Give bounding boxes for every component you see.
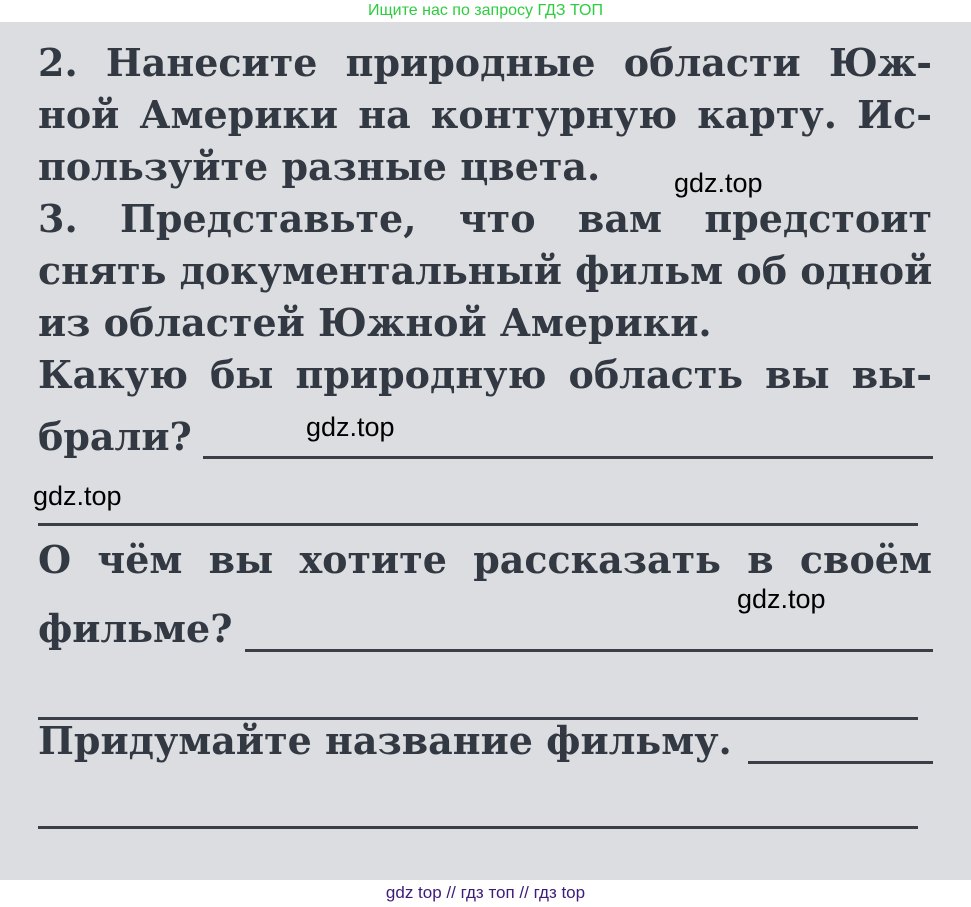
watermark-2: gdz.top — [306, 412, 395, 442]
watermark-4: gdz.top — [737, 584, 826, 614]
task3-line6: О чём вы хотите рассказать в своём — [38, 537, 932, 582]
task3-line7: фильме? — [38, 606, 233, 651]
answer-line-1[interactable] — [203, 456, 933, 459]
task3-line1: 3. Представьте, что вам предстоит — [38, 196, 932, 241]
task2-line3: пользуйте разные цвета. — [38, 144, 601, 189]
footer-links[interactable]: gdz top // гдз топ // гдз top — [385, 883, 586, 902]
task2-line2: ной Америки на контурную карту. Ис- — [38, 92, 932, 137]
answer-line-3[interactable] — [245, 649, 933, 652]
top-banner — [0, 0, 971, 22]
bottom-banner — [0, 880, 971, 907]
task3-line4: Какую бы природную область вы вы- — [38, 352, 932, 397]
answer-line-2[interactable] — [38, 523, 918, 526]
search-hint-link[interactable]: Ищите нас по запросу ГДЗ ТОП — [368, 2, 603, 19]
textbook-page — [0, 22, 971, 880]
task3-line3: из областей Южной Америки. — [38, 300, 712, 345]
task2-line1: 2. Нанесите природные области Юж- — [38, 40, 932, 85]
task3-line5: брали? — [38, 414, 192, 459]
watermark-3: gdz.top — [33, 481, 122, 511]
task3-line8: Придумайте название фильму. — [38, 718, 732, 763]
answer-line-6[interactable] — [38, 826, 918, 829]
watermark-1: gdz.top — [674, 168, 763, 198]
answer-line-5[interactable] — [748, 761, 933, 764]
task3-line2: снять документальный фильм об одной — [38, 248, 933, 293]
